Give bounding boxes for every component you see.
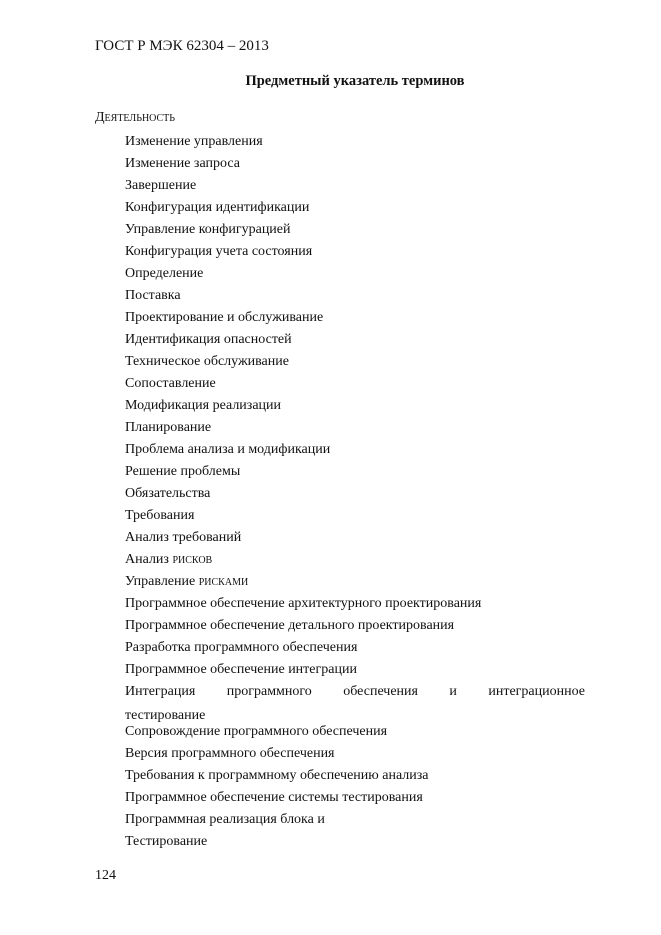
term-item-justified — [125, 681, 585, 703]
justified-word: и — [449, 684, 457, 699]
justified-word: интеграционное — [488, 684, 585, 699]
small-caps-term: рисками — [198, 574, 249, 589]
justified-word: программного — [226, 684, 312, 699]
term-item: Проектирование и обслуживание — [125, 310, 324, 325]
term-item: Программное обеспечение интеграции — [125, 662, 357, 677]
term-item: Разработка программного обеспечения — [125, 640, 358, 655]
term-item: Проблема анализа и модификации — [125, 442, 331, 457]
term-item: Техническое обслуживание — [125, 354, 289, 369]
justified-word: обеспечения — [343, 684, 418, 699]
term-item: Конфигурация идентификации — [125, 200, 310, 215]
term-item: Требования — [125, 508, 195, 523]
term-item: Сопровождение программного обеспечения — [125, 724, 388, 739]
term-item: Поставка — [125, 288, 181, 303]
term-item: Завершение — [125, 178, 197, 193]
term-item: Анализ рисков — [125, 552, 213, 567]
page-number: 124 — [95, 868, 116, 883]
term-item: Изменение запроса — [125, 156, 240, 171]
term-item: Сопоставление — [125, 376, 216, 391]
term-item: Программная реализация блока и — [125, 812, 325, 827]
small-caps-term: рисков — [172, 552, 213, 567]
term-item: Конфигурация учета состояния — [125, 244, 313, 259]
page-title: Предметный указатель терминов — [245, 73, 465, 89]
term-item: Управление конфигурацией — [125, 222, 291, 237]
term-item: Тестирование — [125, 834, 208, 849]
term-item: Программное обеспечение архитектурного проектирования — [125, 596, 482, 611]
term-list — [125, 131, 585, 853]
term-item-continuation: тестирование — [125, 708, 206, 723]
term-item: Программное обеспечение детального проектирования — [125, 618, 455, 633]
term-item: Идентификация опасностей — [125, 332, 292, 347]
term-item: Программное обеспечение системы тестирования — [125, 790, 423, 805]
term-item: Обязательства — [125, 486, 211, 501]
term-item: Управление рисками — [125, 574, 249, 589]
term-item: Модификация реализации — [125, 398, 282, 413]
term-item: Решение проблемы — [125, 464, 241, 479]
document-standard-id: ГОСТ Р МЭК 62304 – 2013 — [95, 38, 269, 54]
term-item: Изменение управления — [125, 134, 263, 149]
term-item: Версия программного обеспечения — [125, 746, 335, 761]
term-item: Планирование — [125, 420, 212, 435]
term-item: Определение — [125, 266, 204, 281]
term-item: Требования к программному обеспечению анализа — [125, 768, 429, 783]
justified-word: Интеграция — [125, 684, 196, 699]
section-heading: Деятельность — [95, 110, 176, 125]
term-item: Анализ требований — [125, 530, 242, 545]
